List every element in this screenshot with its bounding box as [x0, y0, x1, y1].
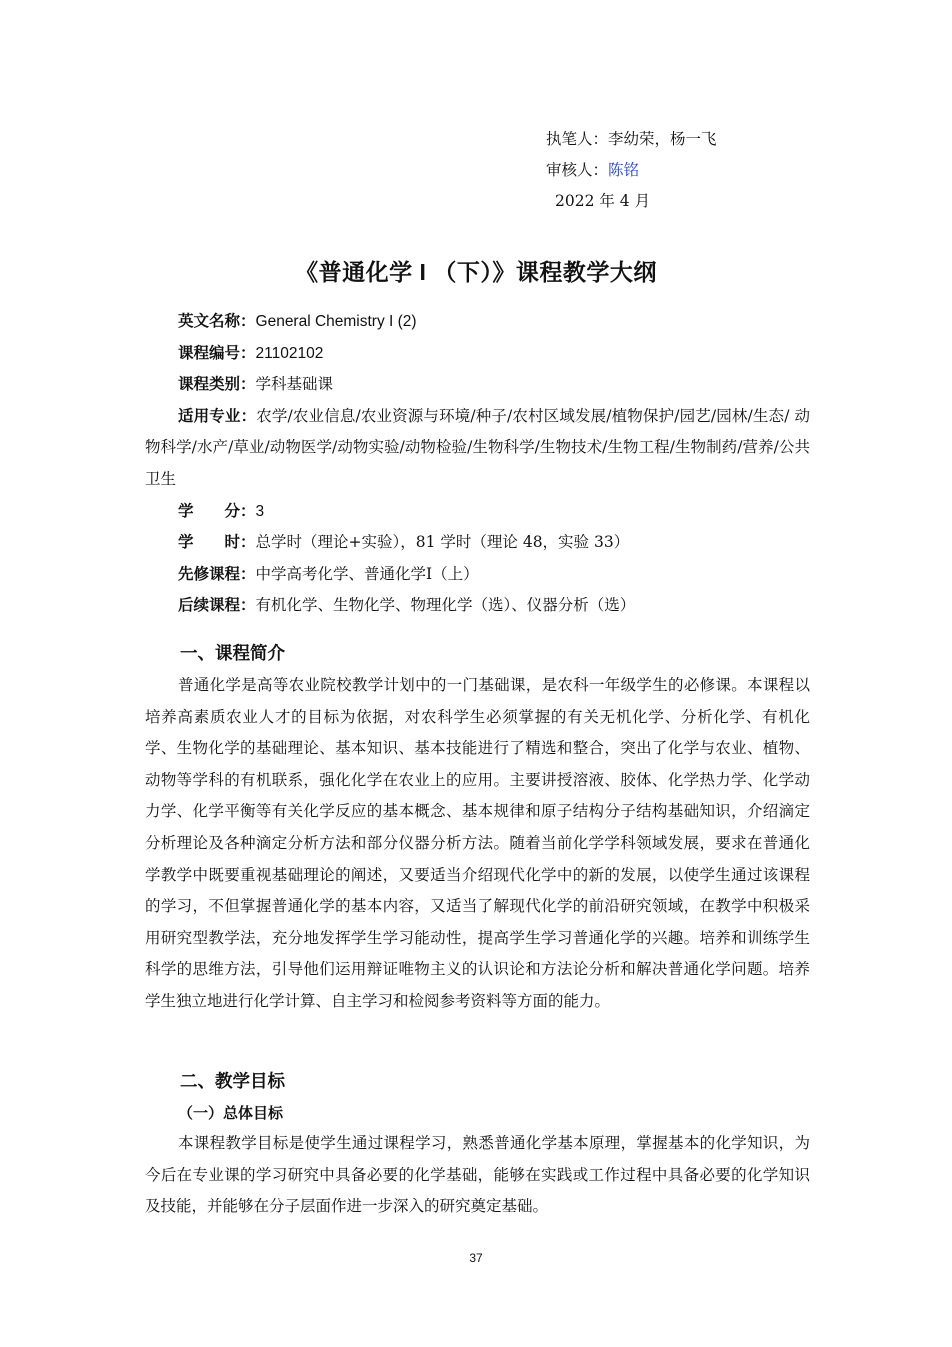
followup-label: 后续课程： — [178, 597, 256, 615]
course-type-label: 课程类别： — [178, 376, 256, 394]
english-name-line — [145, 306, 810, 338]
course-type-value: 学科基础课 — [255, 375, 334, 394]
writer-label: 执笔人： — [546, 130, 609, 148]
credits-line — [145, 496, 810, 528]
course-info — [145, 306, 810, 622]
reviewer-label: 审核人： — [546, 161, 609, 179]
date-line: 2022 年 4 月 — [555, 192, 651, 210]
hours-value: 总学时（理论+实验），81 学时（理论 48，实验 33） — [255, 533, 630, 552]
overall-objectives-body: 本课程教学目标是使学生通过课程学习，熟悉普通化学基本原理，掌握基本的化学知识，为今后在专业课的学习研究中具备必要的化学基础，能够在实践或工作过程中具备必要的化学知识及技能，并能够在分子层面作进一步深入的研究奠定基础。 — [145, 1134, 810, 1216]
credits-value: 3 — [255, 502, 265, 520]
course-code-label: 课程编号： — [178, 344, 256, 362]
page-number: 37 — [469, 1251, 483, 1265]
reviewer-name: 陈铭 — [608, 161, 640, 179]
section-objectives-heading: 二、教学目标 — [180, 1071, 285, 1091]
document-title: 《普通化学 I （下）》课程教学大纲 — [295, 259, 657, 285]
prerequisites-line — [145, 559, 810, 591]
followup-value: 有机化学、生物化学、物理化学（选）、仪器分析（选） — [255, 596, 636, 615]
course-code-line — [145, 338, 810, 370]
credits-label: 学 分： — [178, 502, 256, 520]
english-name-value: General Chemistry I (2) — [255, 313, 417, 330]
prerequisites-value: 中学高考化学、普通化学Ⅰ（上） — [255, 564, 479, 583]
writer-names: 李幼荣，杨一飞 — [608, 130, 717, 148]
english-name-label: 英文名称： — [178, 313, 256, 330]
authors-block — [546, 124, 717, 217]
majors-value: 农学/农业信息/农业资源与环境/种子/农村区域发展/植物保护/园艺/园林/生态/ 动物科学/水产/草业/动物医学/动物实验/动物检验/生物科学/生物技术/生物工程/生物制药/营养/公共卫生 — [145, 406, 810, 488]
majors-line — [145, 401, 810, 496]
hours-line — [145, 527, 810, 559]
course-code-value: 21102102 — [255, 344, 324, 362]
course-type-line — [145, 369, 810, 401]
section-intro-body: 普通化学是高等农业院校教学计划中的一门基础课，是农科一年级学生的必修课。本课程以培养高素质农业人才的目标为依据，对农科学生必须掌握的有关无机化学、分析化学、有机化学、生物化学的基础理论、基本知识、基本技能进行了精选和整合，突出了化学与农业、植物、动物等学科的有机联系，强化化学在农业上的应用。主要讲授溶液、胶体、化学热力学、化学动力学、化学平衡等有关化学反应的基本概念、基本规律和原子结构分子结构基础知识，介绍滴定分析理论及各种滴定分析方法和部分仪器分析方法。随着当前化学学科领域发展，要求在普通化学教学中既要重视基础理论的阐述，又要适当介绍现代化学中的新的发展，以使学生通过该课程的学习，不但掌握普通化学的基本内容，又适当了解现代化学的前沿研究领域，在教学中积极采用研究型教学法，充分地发挥学生学习能动性，提高学生学习普通化学的兴趣。培养和训练学生科学的思维方法，引导他们运用辩证唯物主义的认识论和方法论分析和解决普通化学问题。培养学生独立地进行化学计算、自主学习和检阅参考资料等方面的能力。 — [145, 676, 810, 1010]
overall-objectives-subheading: （一）总体目标 — [178, 1105, 284, 1122]
section-intro-heading: 一、课程简介 — [180, 643, 285, 663]
reviewer-line — [546, 155, 717, 186]
hours-label: 学 时： — [178, 534, 256, 552]
followup-line — [145, 590, 810, 622]
prerequisites-label: 先修课程： — [178, 565, 256, 583]
majors-label: 适用专业： — [178, 407, 257, 425]
writer-line — [546, 124, 717, 155]
